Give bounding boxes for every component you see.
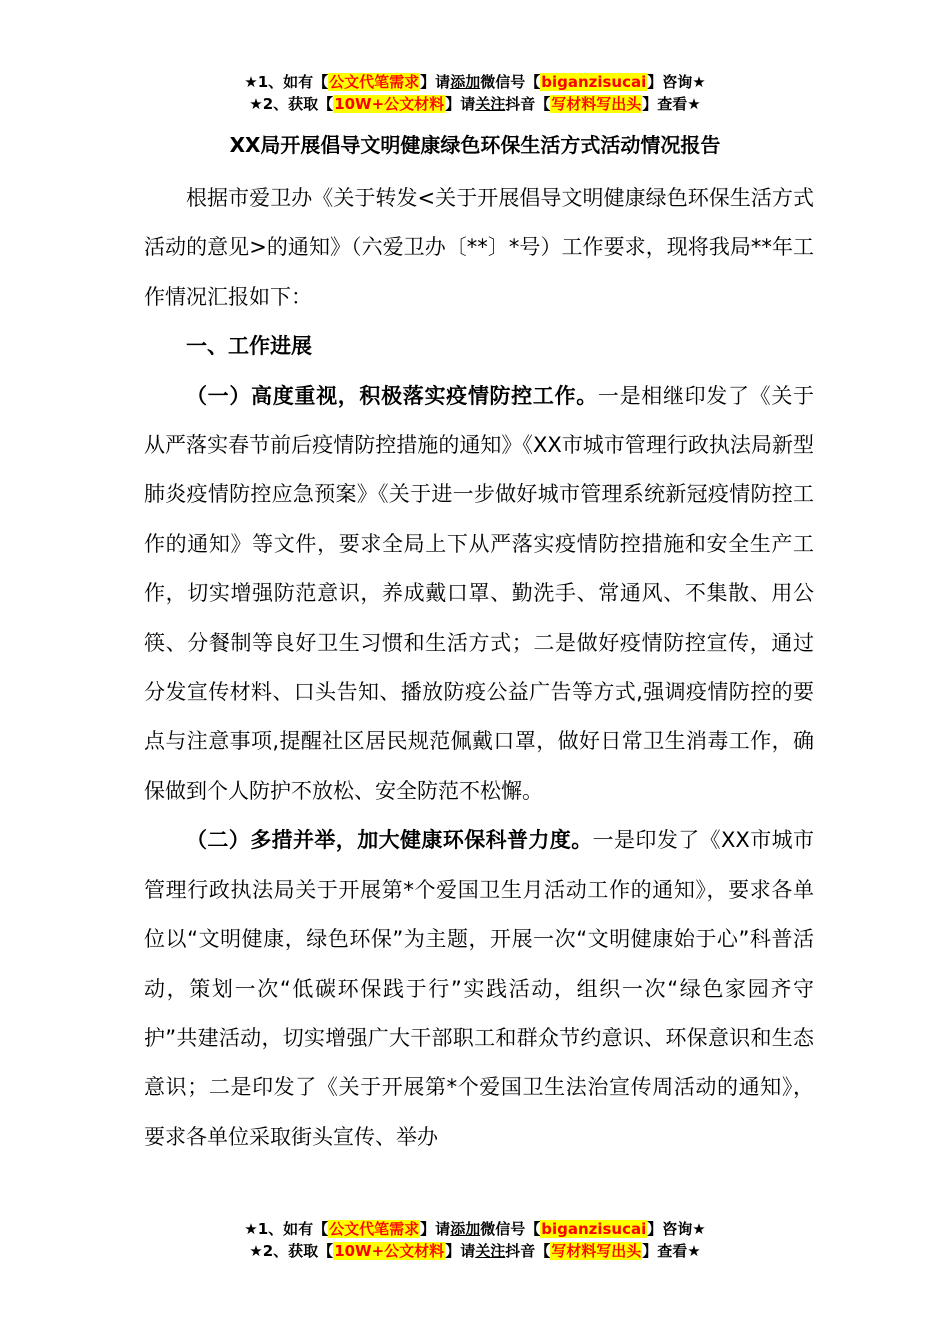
promo-line-1: ★1、如有【公文代笔需求】请添加微信号【biganzisucai】咨询★: [244, 73, 706, 91]
intro-paragraph: 根据市爱卫办《关于转发<关于开展倡导文明健康绿色环保生活方式活动的意见>的通知》（六爱卫办〔**〕*号）工作要求，现将我局**年工作情况汇报如下：: [144, 186, 814, 309]
promo-banner-top: [0, 71, 950, 115]
promo-line-2-bottom: ★2、获取【10W+公文材料】请关注抖音【写材料写出头】查看★: [249, 1242, 701, 1260]
paragraph-2-text: 一是印发了《XX市城市管理行政执法局关于开展第*个爱国卫生月活动工作的通知》，要求各单位以“文明健康，绿色环保”为主题，开展一次“文明健康始于心”科普活动，策划一次“低碳环保践于行”实践活动，组织一次“绿色家园齐守护”共建活动，切实增强广大干部职工和群众节约意识、环保意识和生态意识；二是印发了《关于开展第*个爱国卫生法治宣传周活动的通知》，要求各单位采取街头宣传、举办: [144, 828, 815, 1149]
paragraph-2-lead: （二）多措并举，加大健康环保科普力度。: [186, 828, 593, 853]
highlight-wechat-id: biganzisucai: [541, 73, 647, 91]
paragraph-1-text: 一是相继印发了《关于从严落实春节前后疫情防控措施的通知》《XX市城市管理行政执法局新型肺炎疫情防控应急预案》《关于进一步做好城市管理系统新冠疫情防控工作的通知》等文件，要求全局上下从严落实疫情防控措施和安全生产工作，切实增强防范意识，养成戴口罩、勤洗手、常通风、不集散、用公筷、分餐制等良好卫生习惯和生活方式；二是做好疫情防控宣传，通过分发宣传材料、口头告知、播放防疫公益广告等方式,强调疫情防控的要点与注意事项,提醒社区居民规范佩戴口罩，做好日常卫生消毒工作，确保做到个人防护不放松、安全防范不松懈。: [144, 383, 815, 803]
highlight-service: 公文代笔需求: [329, 73, 420, 91]
paragraph-1: [144, 372, 814, 817]
section-heading: 一、工作进展: [186, 334, 312, 359]
promo-banner-bottom: [0, 1218, 950, 1262]
document-title: XX局开展倡导文明健康绿色环保生活方式活动情况报告: [229, 133, 721, 157]
paragraph-1-lead: （一）高度重视，积极落实疫情防控工作。: [186, 383, 598, 408]
highlight-douyin-account-bottom: 写材料写出头: [551, 1242, 642, 1260]
promo-line-2: ★2、获取【10W+公文材料】请关注抖音【写材料写出头】查看★: [249, 95, 701, 113]
highlight-materials-bottom: 10W+公文材料: [334, 1242, 445, 1260]
highlight-materials: 10W+公文材料: [334, 95, 445, 113]
highlight-wechat-id-bottom: biganzisucai: [541, 1220, 647, 1238]
document-body: [144, 174, 814, 1162]
highlight-service-bottom: 公文代笔需求: [329, 1220, 420, 1238]
promo-line-1-bottom: ★1、如有【公文代笔需求】请添加微信号【biganzisucai】咨询★: [244, 1220, 706, 1238]
paragraph-2: [144, 816, 814, 1162]
highlight-douyin-account: 写材料写出头: [551, 95, 642, 113]
